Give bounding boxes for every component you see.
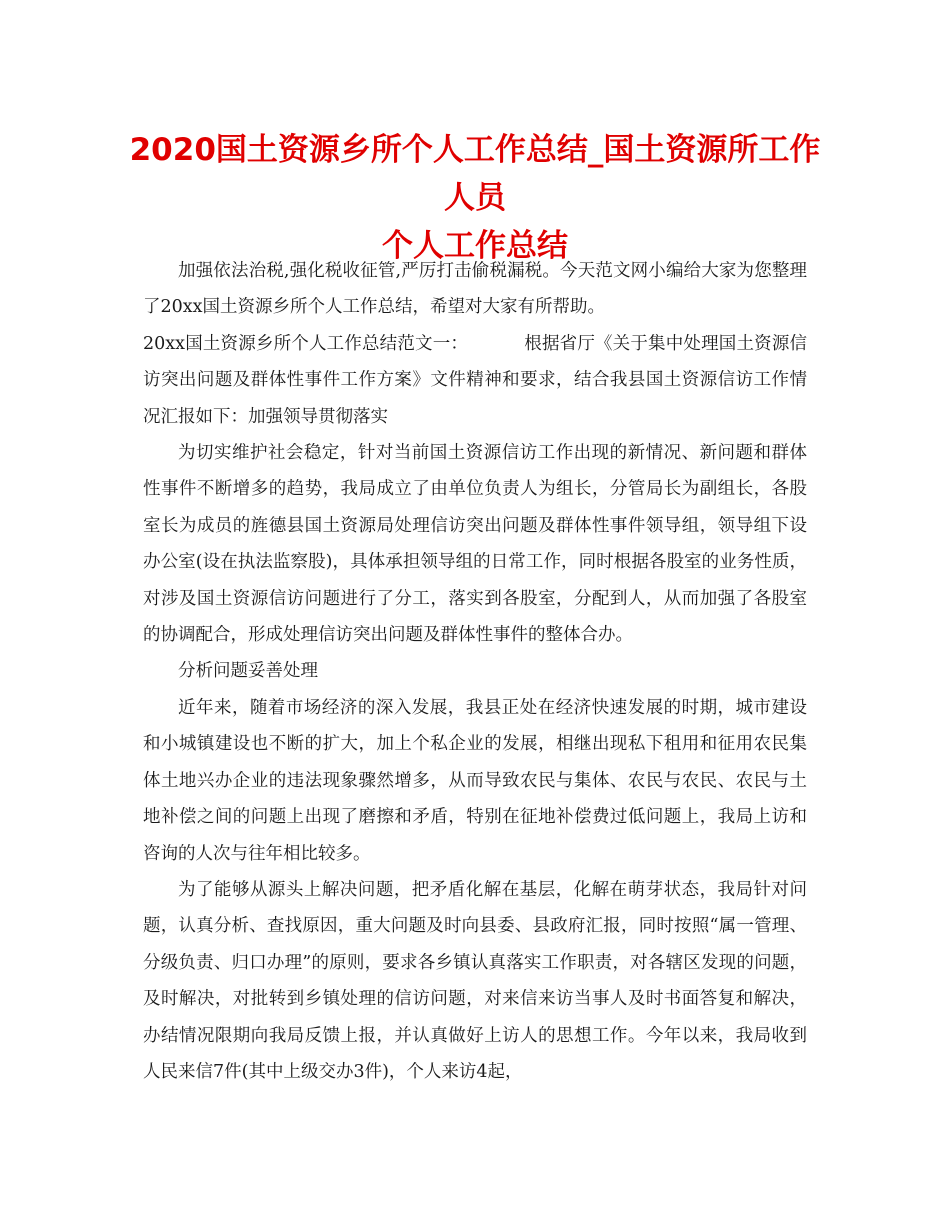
title-line-2: 个人工作总结: [382, 228, 568, 264]
document-title: [120, 126, 830, 270]
section-heading: 分析问题妥善处理: [178, 661, 318, 682]
title-line-1: 2020国土资源乡所个人工作总结_国土资源所工作人员: [129, 132, 821, 216]
sample-text: 根据省厅《关于集中处理国土资源信访突出问题及群体性事件工作方案》文件精神和要求，结合我县国土资源信访工作情况汇报如下：加强领导贯彻落实: [143, 333, 807, 427]
source-resolution-paragraph: 为了能够从源头上解决问题，把矛盾化解在基层，化解在萌芽状态，我局针对问题，认真分析、查找原因，重大问题及时向县委、县政府汇报，同时按照“属一管理、分级负责、归口办理”的原则，要求各乡镇认真落实工作职责，对各辖区发现的问题，及时解决，对批转到乡镇处理的信访问题，对来信来访当事人及时书面答复和解决，办结情况限期向我局反馈上报，并认真做好上访人的思想工作。今年以来，我局收到人民来信7件(其中上级交办3件)，个人来访4起，: [143, 879, 807, 1082]
intro-paragraph: 加强依法治税,强化税收征管,严厉打击偷税漏税。今天范文网小编给大家为您整理了20xx国土资源乡所个人工作总结，希望对大家有所帮助。: [143, 261, 807, 318]
document-body: [143, 253, 807, 1090]
sample-label: 20xx国土资源乡所个人工作总结范文一：: [143, 333, 469, 354]
leadership-paragraph: 为切实维护社会稳定，针对当前国土资源信访工作出现的新情况、新问题和群体性事件不断增多的趋势，我局成立了由单位负责人为组长，分管局长为副组长，各股室长为成员的旌德县国土资源局处理信访突出问题及群体性事件领导组，领导组下设办公室(设在执法监察股)，具体承担领导组的日常工作，同时根据各股室的业务性质，对涉及国土资源信访问题进行了分工，落实到各股室，分配到人，从而加强了各股室的协调配合，形成处理信访突出问题及群体性事件的整体合办。: [143, 443, 807, 646]
sample-paragraph: [143, 326, 807, 435]
recent-years-paragraph: 近年来，随着市场经济的深入发展，我县正处在经济快速发展的时期，城市建设和小城镇建设也不断的扩大，加上个私企业的发展，相继出现私下租用和征用农民集体土地兴办企业的违法现象骤然增多，从而导致农民与集体、农民与农民、农民与土地补偿之间的问题上出现了磨擦和矛盾，特别在征地补偿费过低问题上，我局上访和咨询的人次与往年相比较多。: [143, 697, 807, 864]
